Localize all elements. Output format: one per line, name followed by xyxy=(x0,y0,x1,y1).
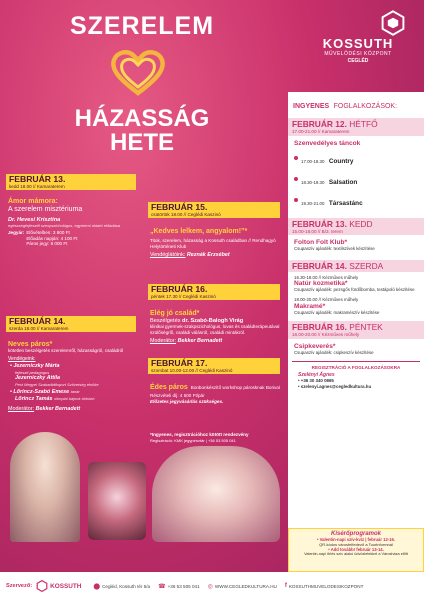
footnote-line2: Regisztráció: KMK jegypénztár | +36 53 505 041 xyxy=(150,437,236,443)
org-city: CEGLÉD xyxy=(347,58,369,64)
panel-feb14 xyxy=(288,260,424,272)
footnote xyxy=(150,432,286,443)
feb16-moderator-name: Bekker Bernadett xyxy=(177,338,223,345)
reg-phone-text[interactable]: +36 30 340 0865 xyxy=(300,378,334,384)
org-name: KOSSUTH xyxy=(322,36,394,51)
footer-social[interactable]: KOSSUTHMUVELODESIKOZPONT xyxy=(288,583,364,589)
csipke-title: Csipkeverés* xyxy=(294,342,336,350)
reg-name: Szelényi Ágnes xyxy=(298,372,335,379)
phone-icon: ☎ xyxy=(158,583,166,590)
panel-feb14-day: SZERDA xyxy=(349,260,384,271)
extra-item2b: Valentin-napi őrlés szív alakú üdvözletekkel a Városháza előtt xyxy=(304,552,408,556)
dance-time-1: 17.00-18.30 xyxy=(301,158,325,164)
feb14-date: FEBRUÁR 14. xyxy=(9,316,66,326)
panel-dances xyxy=(288,136,424,214)
feb13-speaker-desc: egészségfejlesztő szexpszichológus, egyetemi oktató előadása xyxy=(8,223,121,228)
location-pin-icon: ⬤ xyxy=(93,583,101,590)
feb16-sub: péntek 17.30 // Ceglédi Kaszinó xyxy=(151,294,216,299)
feb17-title-row xyxy=(150,384,284,391)
feb17-note: Előzetes jegyvásárlás szükséges. xyxy=(150,398,224,404)
panel-feb13-date: FEBRUÁR 13. xyxy=(292,218,347,229)
feb17-fee: Részvételi díj: 4 500 Ft/pár xyxy=(150,393,205,398)
dance-time-2: 18.30-19.30 xyxy=(301,179,325,185)
feb13-subtitle: A szerelem misztériuma xyxy=(8,206,83,213)
guest-desc-3: tanár xyxy=(70,389,80,395)
panel-feb14-title xyxy=(292,261,420,271)
bullet-icon xyxy=(294,156,298,160)
reg-title: REGISZTRÁCIÓ A FOGLALKOZÁSOKRA xyxy=(311,365,401,371)
photo-woman xyxy=(10,432,80,542)
feb13-body xyxy=(8,198,144,247)
panel-feb14-date: FEBRUÁR 14. xyxy=(292,260,347,271)
guest-name-3: • Lőrincz-Szabó Emese tanár xyxy=(10,389,80,396)
guest-desc-1: fejleszti pedagógus xyxy=(15,370,50,376)
feb15-host-name: Reznák Erzsébet xyxy=(186,252,230,259)
panel-feb12-day: HÉTFŐ xyxy=(349,119,378,129)
extra-item1: • Valentin-napi szív-kvíz | február 12-16. xyxy=(316,537,396,542)
makrame-title: Makramé* xyxy=(294,302,326,310)
extra-title: Kísérőprogramok xyxy=(330,531,381,537)
feb13-header xyxy=(6,174,136,190)
feb15-header xyxy=(148,202,280,218)
registration-box xyxy=(292,361,420,392)
feb17-header xyxy=(148,358,280,374)
feb14-body xyxy=(8,341,144,412)
feb17-desc: Bonbonkészítő workshop párosknak Borival xyxy=(190,385,280,390)
title-top: SZERELEM xyxy=(69,12,215,40)
feb17-body xyxy=(150,384,284,404)
reg-email[interactable]: • szelenyi.agnes@cegledkultura.hu xyxy=(298,383,372,389)
dances-title: Szenvedélyes táncok xyxy=(294,139,361,147)
panel-header-rest: FOGLALKOZÁSOK: xyxy=(333,103,398,110)
org-sub: MŰVELŐDÉSI KÖZPONT xyxy=(324,51,392,57)
kozmetika-desc: Csupaszív ajándék: pezsgős fürdőbomba, testápoló készítése xyxy=(294,287,415,292)
makrame-time: 18.00-20.00 // Kézműves műhely xyxy=(294,297,359,303)
feb15-sub: csütörtök 18.00 // Ceglédi Kaszinó xyxy=(151,212,221,217)
footer-phone[interactable]: +36 53 505 041 xyxy=(167,583,200,589)
free-activities-panel xyxy=(288,92,424,556)
feb15-body xyxy=(150,228,284,258)
feb13-title: Ámor mámora: xyxy=(8,198,58,205)
extra-programs-box xyxy=(288,528,424,572)
footer-logo-icon xyxy=(36,580,48,592)
extra-item1b: QR-kódos városfelfedező a Tourinformnál xyxy=(319,542,393,547)
dance-name-3: Társastánc xyxy=(328,199,363,207)
facebook-icon: f xyxy=(284,583,287,589)
feb16-title: Elég jó család* xyxy=(150,310,200,317)
feb17-title: Édes páros xyxy=(150,384,188,391)
feb14-moderator-label: Moderátor: xyxy=(8,406,35,413)
feb13-sub: kedd 18.00 // Kamaraterem xyxy=(9,184,65,189)
panel-feb12-title xyxy=(292,119,420,129)
feb14-header xyxy=(6,316,136,332)
footnote-line1: *Ingyenes, regisztrációhoz kötött rendezvény xyxy=(150,432,249,437)
dance-row-3 xyxy=(294,192,418,210)
feb16-header xyxy=(148,284,280,300)
dance-name-1: Country xyxy=(328,157,354,165)
title-bot: HETE xyxy=(109,129,174,156)
dance-row-2 xyxy=(294,171,418,189)
guest-name-2: Jezerniczky Attila xyxy=(15,375,61,382)
feb16-moderator-label: Moderátor: xyxy=(150,338,177,345)
feb16-body xyxy=(150,310,284,344)
feb16-date: FEBRUÁR 16. xyxy=(151,284,208,294)
feb17-date: FEBRUÁR 17. xyxy=(151,358,208,368)
globe-icon: ◎ xyxy=(207,583,213,590)
panel-header xyxy=(288,92,424,116)
bullet-icon xyxy=(294,177,298,181)
panel-feb13-title xyxy=(292,219,420,229)
title-mid: HÁZASSÁG xyxy=(74,105,210,132)
panel-feb12-date: FEBRUÁR 12. xyxy=(292,119,347,129)
footer-website[interactable]: WWW.CEGLEDKULTURA.HU xyxy=(214,583,277,589)
feb14-guests-label: Vendégeink: xyxy=(8,355,36,362)
panel-feb13-sub: 15.00-18.00 // B/3. terem xyxy=(292,228,343,234)
panel-feb16-title xyxy=(292,322,420,332)
csipke-desc: Csupaszív ajándék: csipkeszív készítése xyxy=(294,349,374,355)
footer-bar xyxy=(0,572,424,600)
guest-name-1: • Jezerniczky Márta xyxy=(10,363,60,370)
footer-org-label: Szervező: xyxy=(6,583,33,589)
feb16-desc: klinikai gyermek-szakpszichológus, lovas és családterápeutával szülőségről, családi válásról, családi mintákról. xyxy=(150,324,280,335)
dance-row-1 xyxy=(294,150,418,168)
dance-time-3: 19.30-21.00 xyxy=(301,200,325,206)
photo-heart-cake xyxy=(88,462,146,540)
feb16-talk-name: dr. Szabó-Balogh Virág xyxy=(182,318,244,324)
feb14-guests xyxy=(8,363,144,403)
panel-feb16-date: FEBRUÁR 16. xyxy=(292,322,347,333)
panel-feb16-day: PÉNTEK xyxy=(349,322,383,333)
photo-family xyxy=(152,446,280,542)
panel-feb16-sub: 16.00-20.00 // Kézműves műhely xyxy=(292,332,360,338)
panel-csipke xyxy=(288,339,424,359)
makrame-desc: Csupaszív ajándék: makramészív készítése xyxy=(294,309,380,315)
feb13-ticket-label: Jegyár: xyxy=(8,230,25,235)
panel-feb16 xyxy=(288,321,424,339)
feb16-moderator xyxy=(150,338,284,344)
guest-desc-2: Pest Megyei Szabadidősport Szövetség elnöke xyxy=(15,382,99,388)
feb14-moderator-name: Bekker Bernadett xyxy=(35,406,81,413)
reg-phone[interactable]: • +36 30 340 0865 xyxy=(298,378,334,384)
feb14-moderator xyxy=(8,406,144,412)
panel-feb12-sub: 17.00-21.00 // Kamaraterem xyxy=(292,129,350,134)
reg-email-text[interactable]: szelenyi.agnes@cegledkultura.hu xyxy=(300,383,372,389)
feb14-title: Neves páros* xyxy=(8,341,53,348)
guest-name-1-text: Jezerniczky Márta xyxy=(13,363,60,370)
kozmetika-time: 16.30-18.00 // Kézműves műhely xyxy=(294,274,359,280)
feb13-ticket-1: Elővételben: 3 800 Ft xyxy=(26,230,70,235)
panel-feb13-day: KEDD xyxy=(349,218,373,229)
kozmetika-title: Natúr kozmetika* xyxy=(294,280,348,287)
feb17-sub: szombat 10.00-12.00 // Ceglédi Kaszinó xyxy=(151,368,233,373)
feb13-ticket-2: Előadás napján: 4 100 Ft xyxy=(26,235,78,241)
feb13-date: FEBRUÁR 13. xyxy=(9,174,66,184)
panel-folton xyxy=(288,235,424,255)
feb16-talk-label: Beszélgetés xyxy=(150,318,181,324)
feb14-sub: szerda 18.00 // Kamaraterem xyxy=(9,326,69,331)
guest-name-4 xyxy=(10,396,144,403)
folton-title: Folton Folt Klub* xyxy=(294,239,348,247)
panel-header-bold: INGYENES xyxy=(293,103,330,110)
footer-address: Cegléd, Kossuth tér 5/a xyxy=(102,583,151,589)
heart-rings-icon xyxy=(108,42,168,102)
feb15-desc: Titok, szerelem, házasság a Kossuth családban // Rendhagyó Helytörténeti Klub xyxy=(150,238,276,249)
kossuth-logo-icon xyxy=(380,10,406,36)
footer-org-name: KOSSUTH xyxy=(50,582,82,590)
feb13-speaker: Dr. Hevesi Krisztina xyxy=(8,217,61,223)
feb15-host-label: Vendéglátóink: xyxy=(150,252,186,259)
extra-item2: • Add tovább! február 13-14. xyxy=(328,547,384,552)
bullet-icon xyxy=(294,198,298,202)
feb13-tickets xyxy=(8,230,144,247)
panel-feb12 xyxy=(288,118,424,136)
guest-name-4-text: Lőrincz Tamás xyxy=(15,396,53,403)
folton-desc: Csupaszív ajándék: textilszívek készítése xyxy=(294,246,375,252)
panel-feb13 xyxy=(288,218,424,236)
guest-desc-4: olimpiai bajnok birkózó xyxy=(54,396,95,402)
panel-kozmetika xyxy=(288,272,424,319)
dance-name-2: Salsation xyxy=(328,178,358,186)
feb14-desc: kötetlen beszélgetés szerelemről, házasságról, családról xyxy=(8,348,124,353)
feb13-ticket-3: Páros jegy: 6 000 Ft xyxy=(26,241,68,247)
feb15-host xyxy=(150,252,284,258)
feb15-title: „Kedves lelkem, angyalom!”* xyxy=(150,228,248,235)
feb15-date: FEBRUÁR 15. xyxy=(151,202,208,212)
guest-name-3-text: Lőrincz-Szabó Emese xyxy=(13,389,70,396)
